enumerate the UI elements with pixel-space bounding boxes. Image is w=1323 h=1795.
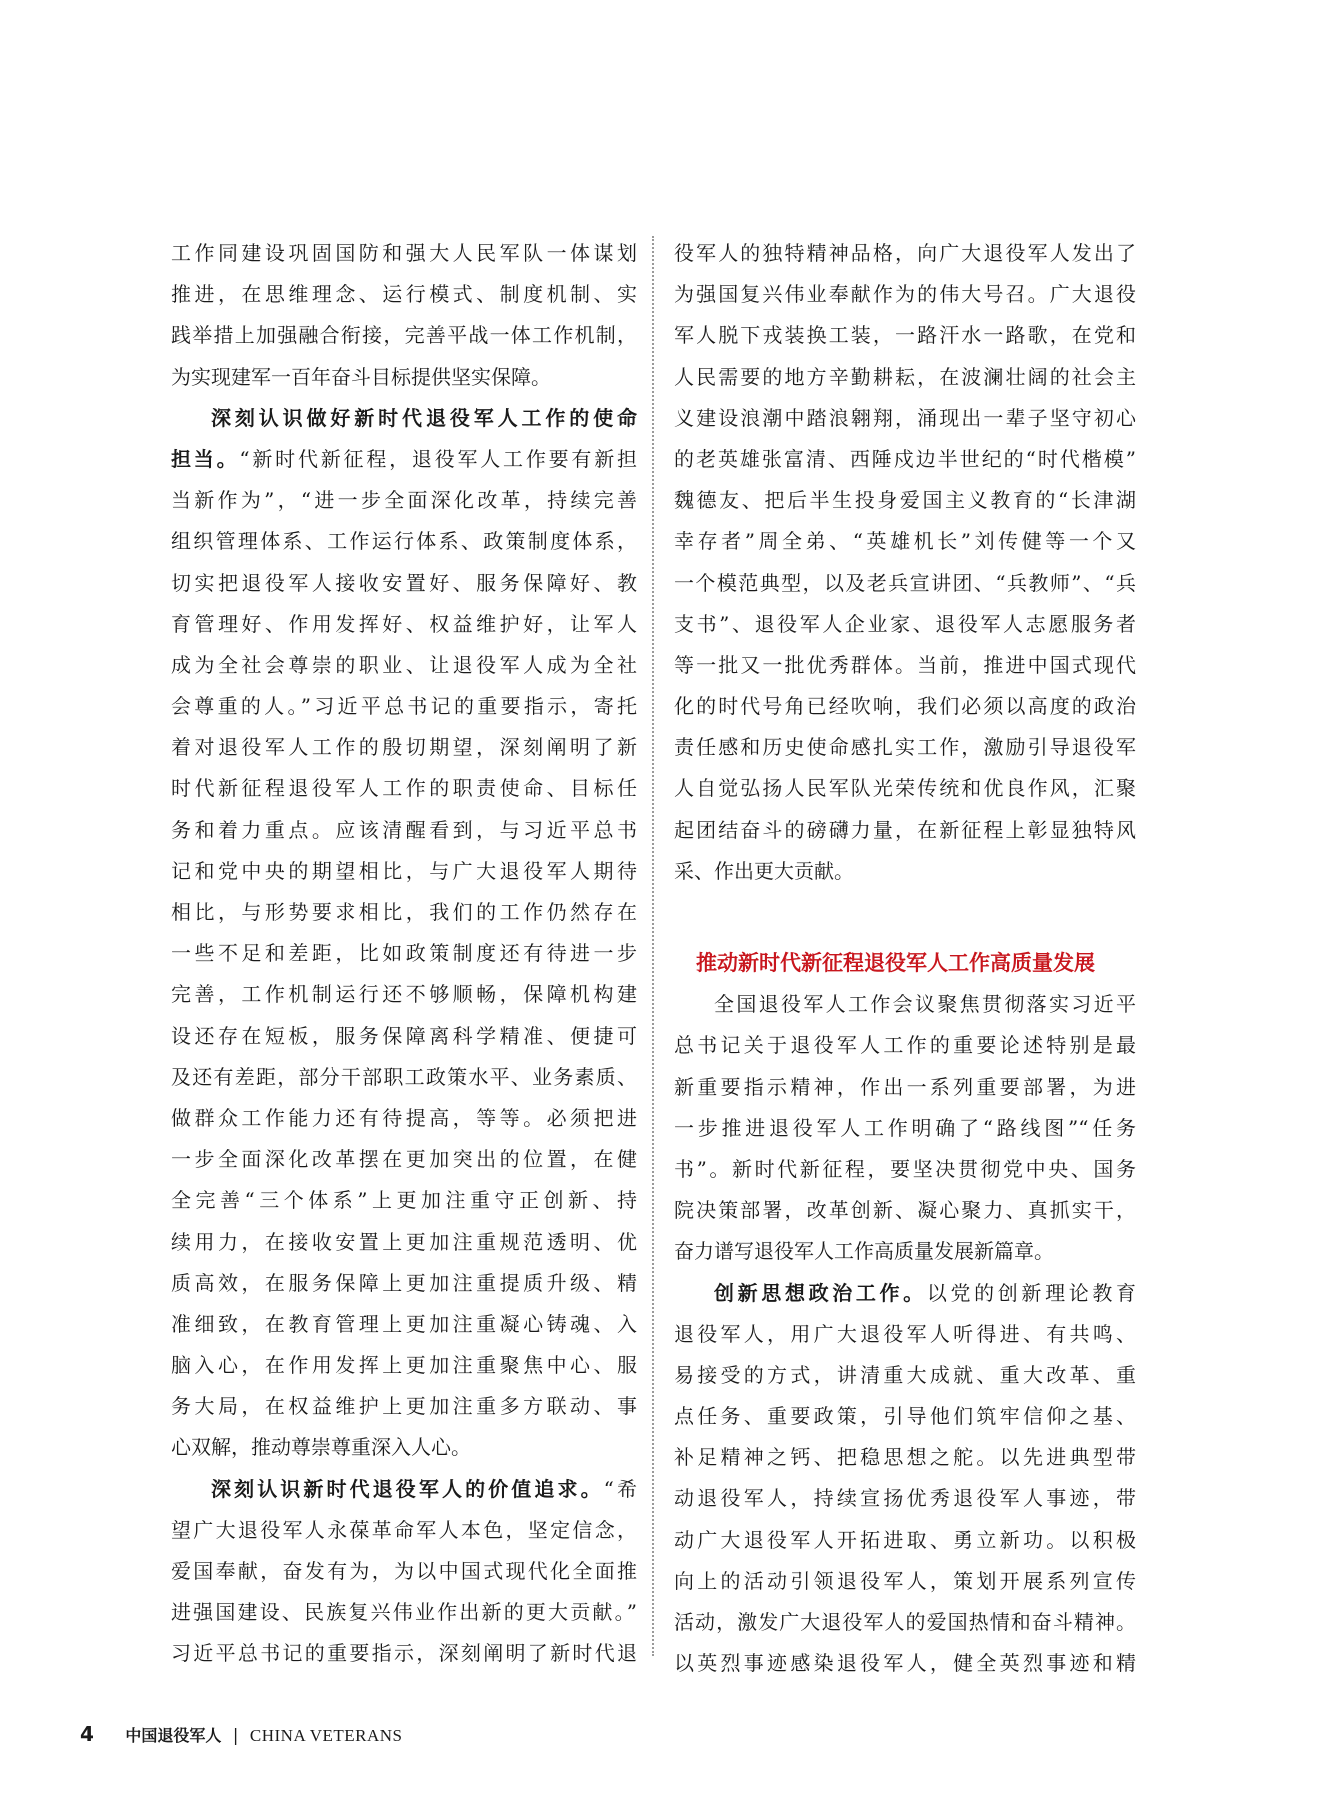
line-text: 责任感和历史使命感扎实工作，激励引导退役军 <box>674 735 1136 760</box>
line-text: 支书”、退役军人企业家、退役军人志愿服务者 <box>674 611 1136 636</box>
magazine-name-cn: 中国退役军人 <box>125 1726 222 1745</box>
text-line <box>674 1602 1136 1643</box>
line-text: “希 <box>603 1476 637 1501</box>
line-text: 质高效，在服务保障上更加注重提质升级、精 <box>171 1270 637 1295</box>
line-text: 向上的活动引领退役军人，策划开展系列宣传 <box>674 1568 1136 1593</box>
line-text: 心双解，推动尊崇尊重深入人心。 <box>171 1435 471 1460</box>
column-divider <box>652 236 654 1656</box>
line-text: 一些不足和差距，比如政策制度还有待进一步 <box>171 941 637 966</box>
text-line <box>171 1510 637 1551</box>
line-text: 时代新征程退役军人工作的职责使命、目标任 <box>171 776 637 801</box>
text-line <box>171 1427 637 1468</box>
line-text: 点任务、重要政策，引导他们筑牢信仰之基、 <box>674 1404 1136 1429</box>
line-text: 望广大退役军人永葆革命军人本色，坚定信念， <box>171 1517 637 1542</box>
page-number: 4 <box>80 1722 94 1746</box>
text-line <box>674 1190 1136 1231</box>
text-line <box>674 521 1136 562</box>
text-line <box>171 645 637 686</box>
line-text: 习近平总书记的重要指示，深刻阐明了新时代退 <box>171 1641 637 1666</box>
line-text: 人民需要的地方辛勤耕耘，在波澜壮阔的社会主 <box>674 364 1136 389</box>
line-text: 续用力，在接收安置上更加注重规范透明、优 <box>171 1229 637 1254</box>
text-line <box>674 233 1136 274</box>
text-line <box>171 521 637 562</box>
line-text: 做群众工作能力还有待提高，等等。必须把进 <box>171 1105 637 1130</box>
line-text: 进强国建设、民族复兴伟业作出新的更大贡献。” <box>171 1600 637 1625</box>
text-line <box>171 1098 637 1139</box>
text-line <box>171 1592 637 1633</box>
line-text: 组织管理体系、工作运行体系、政策制度体系， <box>171 529 637 554</box>
text-line <box>674 439 1136 480</box>
section-heading: 推动新时代新征程退役军人工作高质量发展 <box>696 951 1095 975</box>
line-text: 脑入心，在作用发挥上更加注重聚焦中心、服 <box>171 1353 637 1378</box>
text-line <box>674 1396 1136 1437</box>
line-text: 一步全面深化改革摆在更加突出的位置，在健 <box>171 1147 637 1172</box>
text-line <box>171 357 637 398</box>
line-text: 以党的创新理论教育 <box>926 1280 1136 1305</box>
line-text: 动退役军人，持续宣扬优秀退役军人事迹，带 <box>674 1486 1136 1511</box>
line-text: 全完善“三个体系”上更加注重守正创新、持 <box>171 1188 637 1213</box>
text-line <box>171 1180 637 1221</box>
text-line <box>171 768 637 809</box>
line-text: 化的时代号角已经吹响，我们必须以高度的政治 <box>674 694 1136 719</box>
line-text: 役军人的独特精神品格，向广大退役军人发出了 <box>674 241 1136 265</box>
line-text: 采、作出更大贡献。 <box>674 858 854 883</box>
text-line <box>674 810 1136 851</box>
text-line <box>171 1345 637 1386</box>
line-text: 设还存在短板，服务保障离科学精准、便捷可 <box>171 1023 637 1048</box>
text-line <box>171 974 637 1015</box>
line-text: 院决策部署，改革创新、凝心聚力、真抓实干， <box>674 1198 1136 1223</box>
section-spacer <box>674 892 1136 943</box>
text-line <box>674 727 1136 768</box>
line-text: 魏德友、把后半生投身爱国主义教育的“长津湖 <box>674 488 1136 513</box>
text-line <box>171 686 637 727</box>
text-line <box>171 439 637 480</box>
line-text: 幸存者”周全弟、“英雄机长”刘传健等一个又 <box>674 529 1136 554</box>
line-text: 退役军人，用广大退役军人听得进、有共鸣、 <box>674 1321 1136 1346</box>
text-line <box>674 1437 1136 1478</box>
line-text: 补足精神之钙、把稳思想之舵。以先进典型带 <box>674 1445 1136 1470</box>
line-text: 务和着力重点。应该清醒看到，与习近平总书 <box>171 817 637 842</box>
line-text: 切实把退役军人接收安置好、服务保障好、教 <box>171 570 637 595</box>
bold-lead-in: 创新思想政治工作。 <box>714 1280 927 1305</box>
line-text: 人自觉弘扬人民军队光荣传统和优良作风，汇聚 <box>674 776 1136 801</box>
text-line <box>171 233 637 274</box>
line-text: 育管理好、作用发挥好、权益维护好，让军人 <box>171 611 637 636</box>
line-text: 践举措上加强融合衔接，完善平战一体工作机制， <box>171 323 637 348</box>
text-line <box>674 1314 1136 1355</box>
text-line <box>674 1561 1136 1602</box>
text-line <box>171 480 637 521</box>
text-line <box>674 563 1136 604</box>
line-text: 相比，与形势要求相比，我们的工作仍然存在 <box>171 900 637 924</box>
line-text: 爱国奉献，奋发有为，为以中国式现代化全面推 <box>171 1559 637 1583</box>
text-line <box>674 315 1136 356</box>
line-text: 着对退役军人工作的殷切期望，深刻阐明了新 <box>171 735 637 760</box>
text-line <box>674 604 1136 645</box>
line-text: 准细致，在教育管理上更加注重凝心铸魂、入 <box>171 1311 637 1336</box>
line-text: 为强国复兴伟业奉献作为的伟大号召。广大退役 <box>674 282 1136 307</box>
bold-lead-in: 担当。 <box>171 446 240 471</box>
line-text: 易接受的方式，讲清重大成就、重大改革、重 <box>674 1362 1136 1387</box>
line-text: 以英烈事迹感染退役军人，健全英烈事迹和精 <box>674 1651 1136 1676</box>
text-line <box>674 480 1136 521</box>
text-line <box>171 315 637 356</box>
right-column-body-top <box>674 233 1136 892</box>
footer-separator: | <box>232 1726 239 1746</box>
text-line <box>674 768 1136 809</box>
text-line <box>171 1222 637 1263</box>
text-line <box>171 1263 637 1304</box>
text-line <box>674 357 1136 398</box>
text-line <box>171 604 637 645</box>
text-line <box>171 1551 637 1592</box>
text-line <box>674 1643 1136 1684</box>
line-text: 全国退役军人工作会议聚焦贯彻落实习近平 <box>714 992 1136 1017</box>
bold-lead-in: 深刻认识新时代退役军人的价值追求。 <box>211 1476 604 1501</box>
text-line <box>171 1304 637 1345</box>
text-line <box>674 1355 1136 1396</box>
text-line <box>171 274 637 315</box>
text-line <box>674 851 1136 892</box>
line-text: 推进，在思维理念、运行模式、制度机制、实 <box>171 282 637 307</box>
text-line <box>674 686 1136 727</box>
text-line <box>674 1025 1136 1066</box>
line-text: 等一批又一批优秀群体。当前，推进中国式现代 <box>674 652 1136 677</box>
line-text: “新时代新征程，退役军人工作要有新担 <box>239 446 637 471</box>
text-line <box>674 1273 1136 1314</box>
line-text: 记和党中央的期望相比，与广大退役军人期待 <box>171 858 637 883</box>
line-text: 的老英雄张富清、西陲戍边半世纪的“时代楷模” <box>674 446 1136 471</box>
line-text: 起团结奋斗的磅礴力量，在新征程上彰显独特风 <box>674 817 1136 842</box>
text-line <box>171 1016 637 1057</box>
line-text: 成为全社会尊崇的职业、让退役军人成为全社 <box>171 652 637 677</box>
line-text: 活动，激发广大退役军人的爱国热情和奋斗精神。 <box>674 1610 1136 1634</box>
text-line <box>171 563 637 604</box>
text-line <box>171 1057 637 1098</box>
text-line <box>674 984 1136 1025</box>
line-text: 完善，工作机制运行还不够顺畅，保障机构建 <box>171 982 637 1007</box>
text-line <box>171 810 637 851</box>
text-line <box>674 274 1136 315</box>
line-text: 工作同建设巩固国防和强大人民军队一体谋划 <box>171 241 637 265</box>
line-text: 为实现建军一百年奋斗目标提供坚实保障。 <box>171 364 551 389</box>
line-text: 会尊重的人。”习近平总书记的重要指示，寄托 <box>171 694 637 719</box>
line-text: 义建设浪潮中踏浪翱翔，涌现出一辈子坚守初心 <box>674 405 1136 430</box>
text-line <box>171 1386 637 1427</box>
text-line <box>171 1139 637 1180</box>
text-line <box>171 892 637 933</box>
text-line <box>674 1067 1136 1108</box>
line-text: 新重要指示精神，作出一系列重要部署，为进 <box>674 1074 1136 1099</box>
left-column <box>171 233 637 1675</box>
line-text: 一步推进退役军人工作明确了“路线图”“任务 <box>674 1115 1136 1140</box>
text-line <box>171 1633 637 1674</box>
line-text: 务大局，在权益维护上更加注重多方联动、事 <box>171 1394 637 1419</box>
line-text: 及还有差距，部分干部职工政策水平、业务素质、 <box>171 1064 637 1089</box>
text-line <box>171 398 637 439</box>
text-line <box>171 933 637 974</box>
line-text: 当新作为”，“进一步全面深化改革，持续完善 <box>171 488 637 513</box>
line-text: 总书记关于退役军人工作的重要论述特别是最 <box>674 1033 1136 1058</box>
bold-lead-in: 深刻认识做好新时代退役军人工作的使命 <box>211 405 637 430</box>
page-footer <box>80 1722 403 1746</box>
magazine-name-en: CHINA VETERANS <box>249 1726 403 1745</box>
text-line <box>674 398 1136 439</box>
text-line <box>171 727 637 768</box>
text-line <box>674 1520 1136 1561</box>
text-line <box>674 645 1136 686</box>
line-text: 书”。新时代新征程，要坚决贯彻党中央、国务 <box>674 1156 1136 1181</box>
right-column <box>674 233 1136 1684</box>
text-line <box>674 1108 1136 1149</box>
right-column-body-bottom <box>674 984 1136 1684</box>
line-text: 动广大退役军人开拓进取、勇立新功。以积极 <box>674 1527 1136 1552</box>
line-text: 军人脱下戎装换工装，一路汗水一路歌，在党和 <box>674 323 1136 348</box>
text-line <box>674 1149 1136 1190</box>
line-text: 奋力谱写退役军人工作高质量发展新篇章。 <box>674 1239 1054 1264</box>
text-line <box>674 1478 1136 1519</box>
line-text: 一个模范典型，以及老兵宣讲团、“兵教师”、“兵 <box>674 570 1136 595</box>
text-line <box>171 1469 637 1510</box>
text-line <box>674 1231 1136 1272</box>
text-line <box>171 851 637 892</box>
